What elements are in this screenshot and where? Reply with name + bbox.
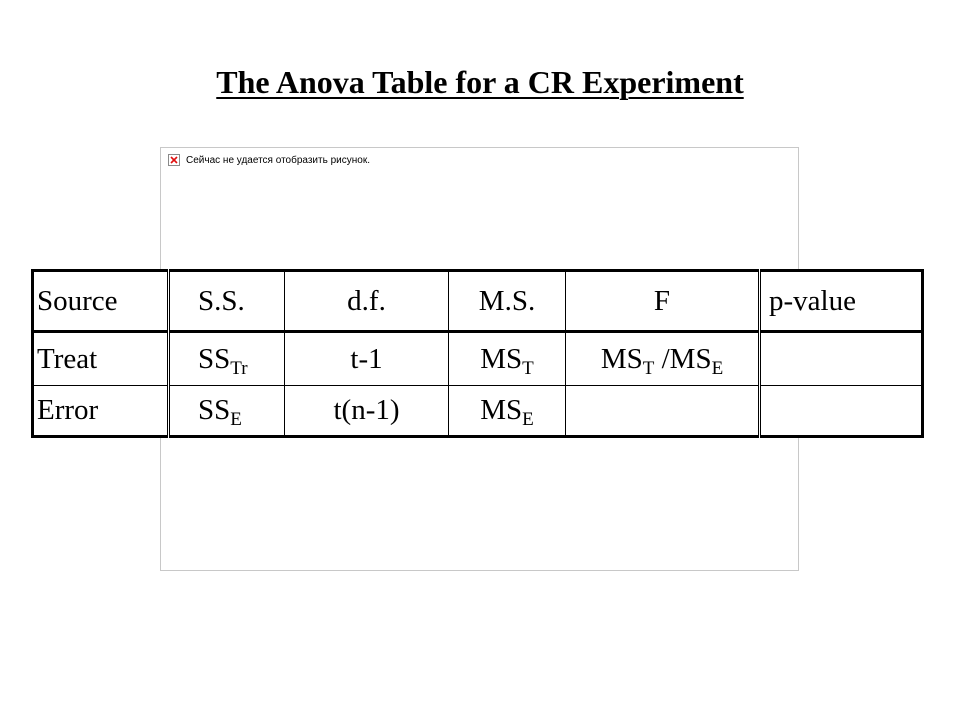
cell-df-error: t(n-1) [285, 386, 449, 437]
anova-table [31, 269, 924, 438]
cell-ms-treat: $MS_T$ [449, 332, 566, 386]
cell-f-error [566, 386, 760, 437]
header-df: d.f. [285, 271, 449, 332]
header-ms: M.S. [449, 271, 566, 332]
header-ss: S.S. [169, 271, 285, 332]
header-p-value: p-value [760, 271, 923, 332]
header-f: F [566, 271, 760, 332]
table-header-row [33, 271, 923, 332]
table-row [33, 332, 923, 386]
cell-ss-treat: $SS_{Tr}$ [169, 332, 285, 386]
page-title: The Anova Table for a CR Experiment [216, 64, 744, 100]
cell-ms-error: $MS_E$ [449, 386, 566, 437]
cell-p-error [760, 386, 923, 437]
cell-f-treat: $MS_T$ $/MS_E$ [566, 332, 760, 386]
broken-image-text: Сейчас не удается отобразить рисунок. [186, 154, 370, 166]
cell-df-treat: t-1 [285, 332, 449, 386]
cell-p-treat [760, 332, 923, 386]
header-source: Source [33, 271, 169, 332]
cell-ss-error: $SS_E$ [169, 386, 285, 437]
cell-source-treat: Treat [33, 332, 169, 386]
broken-image-icon [168, 154, 180, 166]
table-row [33, 386, 923, 437]
broken-image-message [168, 154, 370, 166]
cell-source-error: Error [33, 386, 169, 437]
